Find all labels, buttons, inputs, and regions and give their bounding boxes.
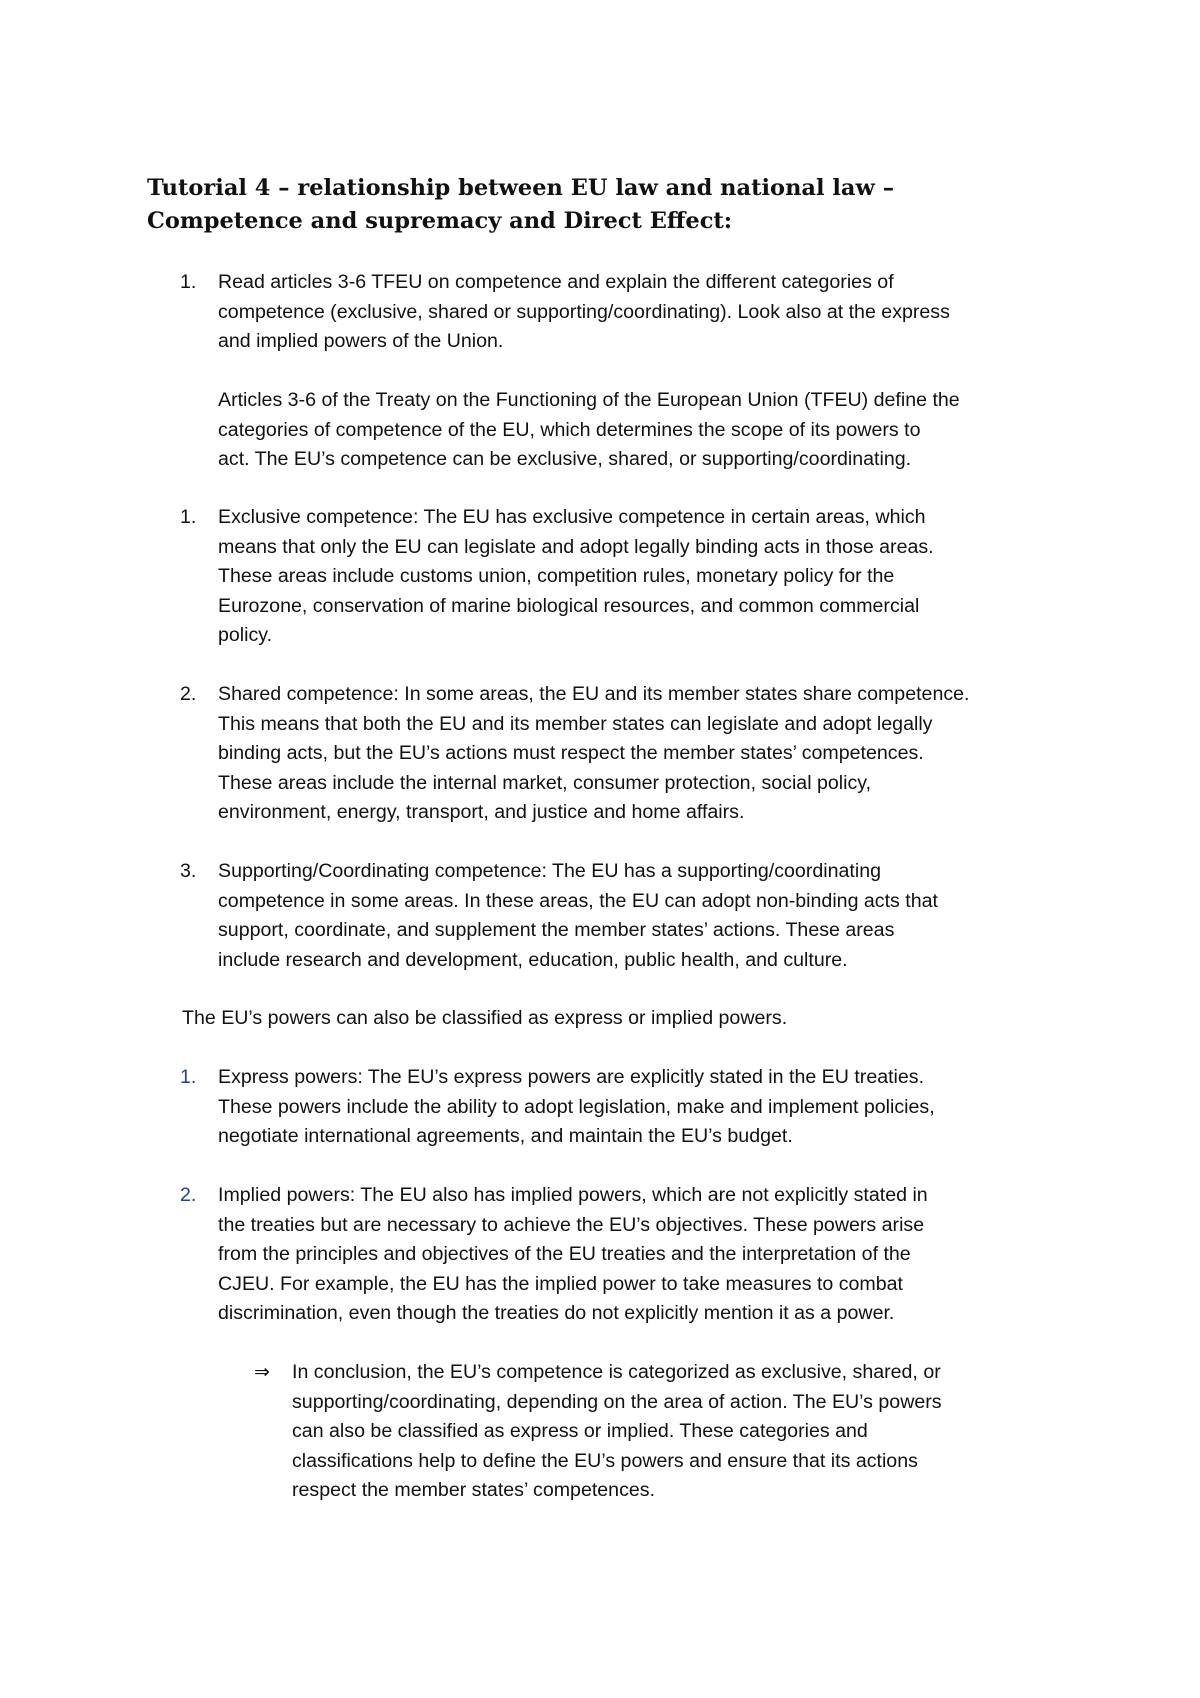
question-number: 1. — [180, 271, 197, 293]
exclusive-competence-item — [218, 503, 1088, 651]
text-line: support, coordinate, and supplement the member states’ actions. These areas — [218, 919, 895, 941]
list-number: 1. — [180, 1066, 197, 1088]
text-line: environment, energy, transport, and justice and home affairs. — [218, 801, 745, 823]
text-line: Articles 3-6 of the Treaty on the Functioning of the European Union (TFEU) define the — [218, 389, 960, 411]
text-line: CJEU. For example, the EU has the implied power to take measures to combat — [218, 1272, 903, 1295]
text-line: These areas include customs union, competition rules, monetary policy for the — [218, 565, 895, 587]
text-line: binding acts, but the EU’s actions must respect the member states’ competences. — [218, 742, 924, 764]
text-line: and implied powers of the Union. — [218, 330, 504, 352]
list-number: 3. — [180, 860, 197, 882]
text-line: Supporting/Coordinating competence: The EU has a supporting/coordinating — [218, 860, 881, 882]
title-line: Competence and supremacy and Direct Effect: — [147, 208, 733, 234]
text-line: the treaties but are necessary to achieve the EU’s objectives. These powers arise — [218, 1213, 925, 1236]
text-line: supporting/coordinating, depending on the area of action. The EU’s powers — [292, 1390, 942, 1413]
powers-intro-paragraph — [182, 1004, 1082, 1034]
title-line: Tutorial 4 – relationship between EU law and national law – — [147, 175, 894, 201]
text-line: discrimination, even though the treaties do not explicitly mention it as a power. — [218, 1302, 895, 1324]
text-line: Shared competence: In some areas, the EU and its member states share competence. — [218, 683, 970, 705]
text-line: categories of competence of the EU, which determines the scope of its powers to — [218, 418, 921, 441]
text-line: negotiate international agreements, and maintain the EU’s budget. — [218, 1125, 793, 1147]
text-line: include research and development, education, public health, and culture. — [218, 948, 848, 971]
conclusion-paragraph — [292, 1358, 1092, 1506]
list-number: 2. — [180, 1184, 197, 1206]
shared-competence-item — [218, 680, 1088, 828]
text-line: from the principles and objectives of the EU treaties and the interpretation of the — [218, 1243, 911, 1265]
text-line: Implied powers: The EU also has implied powers, which are not explicitly stated in — [218, 1184, 928, 1206]
text-line: act. The EU’s competence can be exclusive, shared, or supporting/coordinating. — [218, 448, 912, 470]
text-line: These powers include the ability to adopt legislation, make and implement policies, — [218, 1095, 935, 1118]
supporting-competence-item — [218, 857, 1088, 975]
text-line: means that only the EU can legislate and adopt legally binding acts in those areas. — [218, 535, 934, 558]
list-number: 1. — [180, 506, 197, 528]
text-line: Eurozone, conservation of marine biological resources, and common commercial — [218, 594, 920, 617]
text-line: policy. — [218, 624, 273, 646]
text-line: respect the member states’ competences. — [292, 1479, 656, 1501]
express-powers-item — [218, 1063, 1088, 1152]
page-title — [147, 172, 1047, 238]
text-line: classifications help to define the EU’s powers and ensure that its actions — [292, 1449, 918, 1472]
text-line: Read articles 3-6 TFEU on competence and explain the different categories of — [218, 271, 894, 293]
implied-powers-item — [218, 1181, 1088, 1329]
intro-paragraph — [218, 386, 1098, 475]
text-line: competence in some areas. In these areas, the EU can adopt non-binding acts that — [218, 889, 938, 912]
text-line: The EU’s powers can also be classified as express or implied powers. — [182, 1007, 788, 1029]
text-line: can also be classified as express or implied. These categories and — [292, 1420, 868, 1442]
question-text — [218, 268, 1088, 357]
text-line: Express powers: The EU’s express powers are explicitly stated in the EU treaties. — [218, 1066, 925, 1088]
text-line: In conclusion, the EU’s competence is categorized as exclusive, shared, or — [292, 1361, 941, 1383]
arrow-bullet-icon: ⇒ — [254, 1362, 270, 1383]
text-line: Exclusive competence: The EU has exclusive competence in certain areas, which — [218, 506, 926, 528]
text-line: competence (exclusive, shared or supporting/coordinating). Look also at the express — [218, 300, 950, 323]
text-line: This means that both the EU and its member states can legislate and adopt legally — [218, 712, 933, 735]
text-line: These areas include the internal market, consumer protection, social policy, — [218, 771, 872, 794]
list-number: 2. — [180, 683, 197, 705]
